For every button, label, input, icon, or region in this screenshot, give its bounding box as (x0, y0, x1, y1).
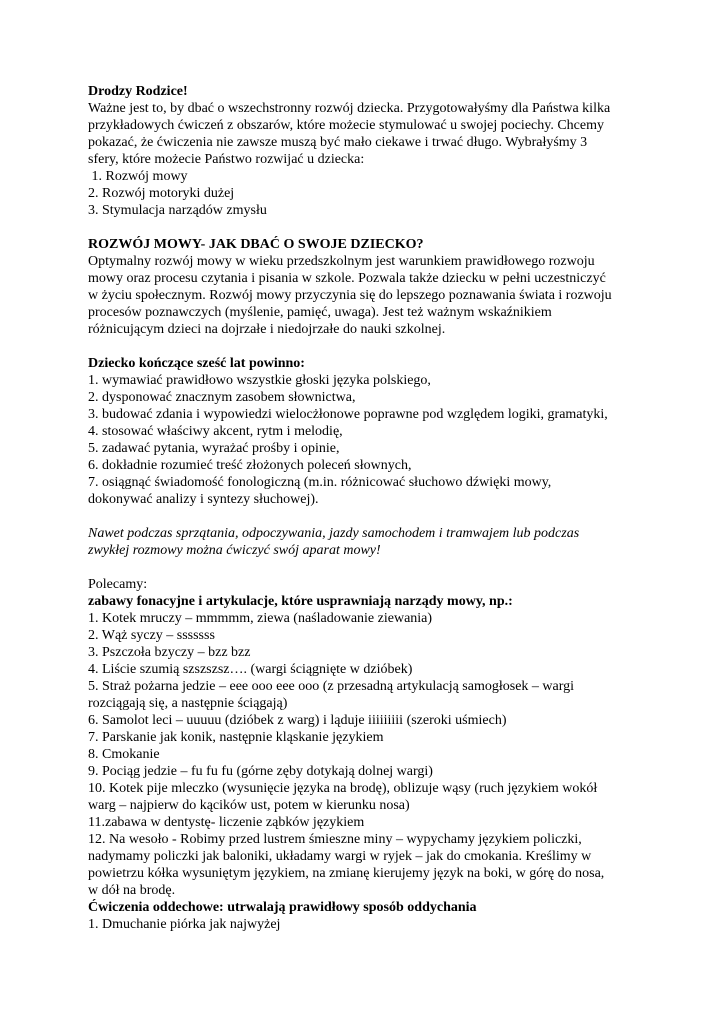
exercise-item: 12. Na wesoło - Robimy przed lustrem śmieszne miny – wypychamy językiem policzki, (88, 832, 582, 847)
intro-section (88, 83, 648, 219)
exercise-item: warg – najpierw do kącików ust, potem w kierunku nosa) (88, 798, 410, 813)
spacer (88, 219, 648, 236)
italic-note (88, 525, 648, 559)
intro-line: pokazać, że ćwiczenia nie zawsze muszą być mało ciekawe i trwać długo. Wybrałyśmy 3 (88, 135, 588, 150)
breathing-item: 1. Dmuchanie piórka jak najwyżej (88, 917, 281, 932)
section-intro-line: mowy oraz procesu czytania i pisania w szkole. Pozwala także dziecku w pełni uczestniczyć (88, 271, 606, 286)
exercises-section (88, 576, 648, 933)
section-intro-line: w życiu społecznym. Rozwój mowy przyczynia się do lepszego poznawania świata i rozwoju (88, 288, 612, 303)
exercise-item: 6. Samolot leci – uuuuu (dzióbek z warg) i ląduje iiiiiiiii (szeroki uśmiech) (88, 713, 507, 728)
list-item: 4. stosować właściwy akcent, rytm i melodię, (88, 424, 343, 439)
spacer (88, 559, 648, 576)
exercise-item: 10. Kotek pije mleczko (wysunięcie języka na brodę), oblizuje wąsy (ruch językiem wokół (88, 781, 598, 796)
exercise-item: 5. Straż pożarna jedzie – eee ooo eee ooo (z przesadną artykulacją samogłosek – wargi (88, 679, 575, 694)
exercise-item: 9. Pociąg jedzie – fu fu fu (górne zęby dotykają dolnej wargi) (88, 764, 433, 779)
six-years-heading: Dziecko kończące sześć lat powinno: (88, 356, 305, 371)
recommend-label: Polecamy: (88, 577, 148, 592)
greeting-heading: Drodzy Rodzice! (88, 84, 188, 99)
spacer (88, 508, 648, 525)
exercise-item: 3. Pszczoła bzyczy – bzz bzz (88, 645, 251, 660)
exercise-item: 11.zabawa w dentystę- liczenie ząbków językiem (88, 815, 365, 830)
exercise-item: 4. Liście szumią szszszsz…. (wargi ściągnięte w dzióbek) (88, 662, 413, 677)
document-page (88, 83, 648, 933)
exercise-item: rozciągają się, a następnie ściągają) (88, 696, 288, 711)
exercise-item: powietrzu kółka wysuniętym językiem, na zmianę kierujemy język na boki, w górę do nosa, (88, 866, 605, 881)
sphere-item: 3. Stymulacja narządów zmysłu (88, 203, 267, 218)
intro-line: Ważne jest to, by dbać o wszechstronny rozwój dziecka. Przygotowałyśmy dla Państwa kilka (88, 101, 611, 116)
intro-line: przykładowych ćwiczeń z obszarów, które możecie stymulować u swojej pociechy. Chcemy (88, 118, 604, 133)
exercise-item: 8. Cmokanie (88, 747, 160, 762)
sphere-item: 2. Rozwój motoryki dużej (88, 186, 235, 201)
exercise-item: nadymamy policzki jak baloniki, układamy wargi w ryjek – jak do cmokania. Kreślimy w (88, 849, 592, 864)
list-item: 3. budować zdania i wypowiedzi wielocżłonowe poprawne pod względem logiki, gramatyki, (88, 407, 608, 422)
list-item: 6. dokładnie rozumieć treść złożonych poleceń słownych, (88, 458, 412, 473)
exercise-item: 2. Wąż syczy – sssssss (88, 628, 215, 643)
section-title: ROZWÓJ MOWY- JAK DBAĆ O SWOJE DZIECKO? (88, 237, 424, 252)
list-item: dokonywać analizy i syntezy słuchowej). (88, 492, 319, 507)
note-line: Nawet podczas sprzątania, odpoczywania, jazdy samochodem i tramwajem lub podczas (88, 526, 580, 541)
note-line: zwykłej rozmowy można ćwiczyć swój aparat mowy! (88, 543, 381, 558)
exercises-heading: zabawy fonacyjne i artykulacje, które usprawniają narządy mowy, np.: (88, 594, 513, 609)
sphere-item: 1. Rozwój mowy (88, 169, 188, 184)
breathing-heading: Ćwiczenia oddechowe: utrwalają prawidłowy sposób oddychania (88, 900, 477, 915)
intro-line: sfery, które możecie Państwo rozwijać u dziecka: (88, 152, 365, 167)
section-intro-line: Optymalny rozwój mowy w wieku przedszkolnym jest warunkiem prawidłowego rozwoju (88, 254, 595, 269)
speech-section (88, 236, 648, 338)
section-intro-line: procesów poznawczych (myślenie, pamięć, uwaga). Jest też ważnym wskaźnikiem (88, 305, 552, 320)
exercise-item: w dół na brodę. (88, 883, 176, 898)
list-item: 5. zadawać pytania, wyrażać prośby i opinie, (88, 441, 340, 456)
exercise-item: 7. Parskanie jak konik, następnie kląskanie językiem (88, 730, 384, 745)
list-item: 2. dysponować znacznym zasobem słownictwa, (88, 390, 356, 405)
exercise-item: 1. Kotek mruczy – mmmmm, ziewa (naśladowanie ziewania) (88, 611, 433, 626)
six-years-section (88, 355, 648, 508)
spacer (88, 338, 648, 355)
section-intro-line: różnicującym dzieci na dojrzałe i niedojrzałe do nauki szkolnej. (88, 322, 446, 337)
list-item: 7. osiągnąć świadomość fonologiczną (m.in. różnicować słuchowo dźwięki mowy, (88, 475, 552, 490)
list-item: 1. wymawiać prawidłowo wszystkie głoski języka polskiego, (88, 373, 431, 388)
